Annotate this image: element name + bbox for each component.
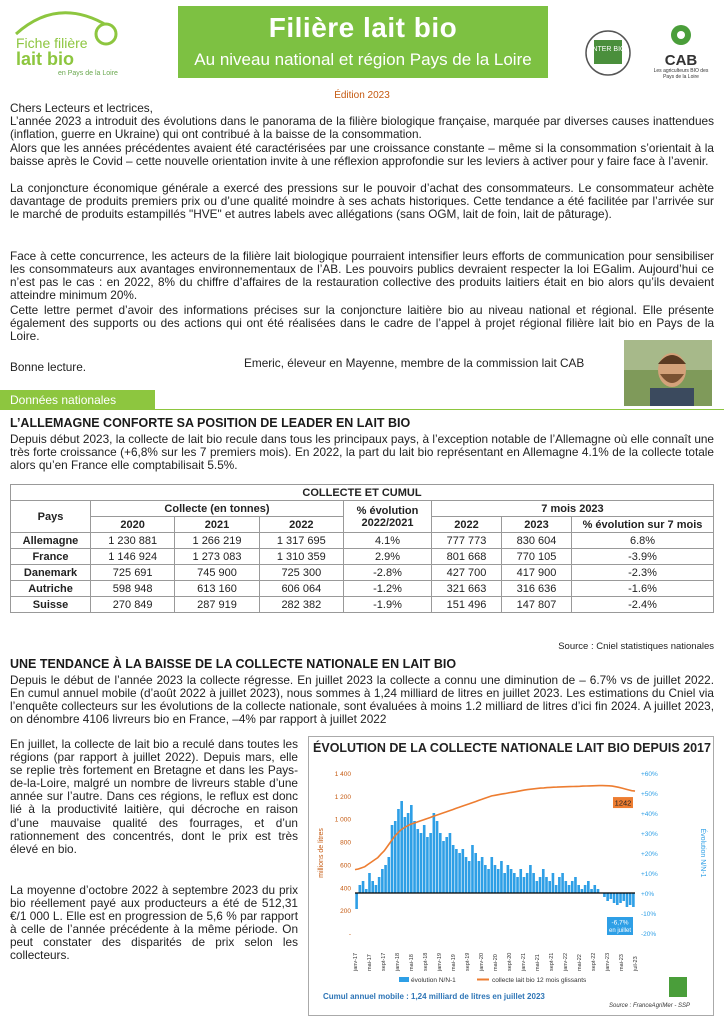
author-photo [624,340,712,406]
x-tick-label: janv-21 [521,952,527,971]
bar-evolution [416,829,419,893]
page-title: Filière lait bio [268,12,458,43]
table-header-m2023: 2023 [501,517,571,533]
collecte-chart [308,736,714,1016]
annotation-drop-label: en juillet [608,928,632,934]
table-cell-c2022: 725 300 [259,565,343,581]
table-header-pays: Pays [11,501,91,533]
table-header-evol-line2: 2022/2021 [361,516,414,529]
table-row [11,581,714,597]
bar-evolution [564,881,567,893]
bar-evolution [439,833,442,893]
bar-evolution [368,873,371,893]
bar-evolution [387,857,390,893]
table-cell-evol: 4.1% [343,533,431,549]
table-cell-pays: Allemagne [11,533,91,549]
table-header-2021: 2021 [175,517,259,533]
intro-paragraph-4: Face à cette concurrence, les acteurs de la filière lait biologique pourraient intensifier leurs efforts de communication pour sensibiliser les consommateurs aux avantages environnementaux de l’AB. Les pouvoirs publics devraient respecter la loi EGalim. Aujourd’hui ce n’est pas le cas : en 2022, 8% du chiffre d’affaires de la restauration collective des produits laitiers était en bio alors qu’ils devaient atteindre minimum 20%. [10,249,714,303]
table-title: COLLECTE ET CUMUL [11,485,714,501]
section-tab-donnees-nationales: Données nationales [0,390,155,410]
x-tick-label: janv-19 [437,952,443,971]
x-tick-label: janv-23 [605,952,611,971]
x-tick-label: janv-22 [563,952,569,971]
bar-evolution [410,805,413,893]
bar-evolution [462,849,465,893]
table-cell-evol7: -3.9% [572,549,714,565]
bar-evolution [359,885,362,893]
table-header-m2022: 2022 [431,517,501,533]
bar-evolution [394,821,397,893]
chart-source: Source : FranceAgriMer - SSP [609,1003,691,1009]
bar-evolution [526,873,529,893]
x-tick-label: mai-19 [451,954,457,971]
table-header-2022: 2022 [259,517,343,533]
bar-evolution [587,881,590,893]
x-tick-label: janv-20 [479,952,485,971]
bar-evolution [574,877,577,893]
cab-name: CAB [664,52,698,69]
table-header-evol7: % évolution sur 7 mois [572,517,714,533]
bar-evolution [507,865,510,893]
table-cell-pays: Suisse [11,597,91,613]
bar-evolution [449,833,452,893]
table-cell-m2022: 321 663 [431,581,501,597]
bar-evolution [381,869,384,893]
intro-paragraph-5: Cette lettre permet d’avoir des informations précises sur la conjoncture laitière bio au niveau national et régional. Elle présente également des supports ou des actions qui ont été réalisées dans le cadre de l’appel à projet régional filière lait bio en Pays de la Loire. [10,303,714,344]
bar-evolution [478,861,481,893]
bar-evolution [519,869,522,893]
bar-evolution [474,853,477,893]
left-tick-label: 600 [340,862,351,870]
intro-paragraph-3: La conjoncture économique générale a exercé des pressions sur le pouvoir d’achat des consommateurs. Le consommateur achète davantage de produits premiers prix ou d’une qualité moindre à ses achats historiques. Cette tendance a été facilitée par l’arrivée sur le marché de produits estampillés "HVE" et autres labels avec allégations (sans OGM, lait de foin, lait de pâturage). [10,181,714,222]
bar-evolution [568,885,571,893]
table-cell-c2020: 1 146 924 [91,549,175,565]
closing-text: Bonne lecture. [10,360,87,374]
bar-evolution [552,873,555,893]
bar-evolution [561,873,564,893]
bar-evolution [397,809,400,893]
x-tick-label: janv-17 [353,952,359,971]
table-cell-m2022: 151 496 [431,597,501,613]
table-cell-evol: -1.2% [343,581,431,597]
page-subtitle: Au niveau national et région Pays de la Loire [194,50,532,69]
x-tick-label: sept-18 [423,952,429,971]
bar-evolution [613,893,616,903]
tendance-heading: UNE TENDANCE À LA BAISSE DE LA COLLECTE NATIONALE EN LAIT BIO [10,657,457,671]
bar-evolution [436,821,439,893]
table-row [11,533,714,549]
bar-evolution [606,893,609,901]
intro-greeting: Chers Lecteurs et lectrices, [10,101,153,115]
table-cell-c2020: 270 849 [91,597,175,613]
bar-evolution [610,893,613,899]
table-cell-c2022: 606 064 [259,581,343,597]
line-collecte [355,786,635,870]
interbio-logo-text: INTER BIO [590,46,626,53]
table-header-evol [343,501,431,533]
table-cell-m2023: 770 105 [501,549,571,565]
x-tick-label: sept-22 [591,952,597,971]
bar-evolution [355,893,358,909]
bar-evolution [545,877,548,893]
bar-evolution [510,869,513,893]
x-tick-label: mai-23 [619,954,625,971]
cab-logo [650,24,712,80]
table-cell-pays: France [11,549,91,565]
bar-evolution [455,849,458,893]
bar-evolution [375,885,378,893]
bar-evolution [452,845,455,893]
bar-evolution [371,881,374,893]
right-tick-label: +50% [641,791,658,798]
bar-evolution [471,845,474,893]
logo-line1: Fiche filière [16,35,88,51]
logo-line3: en Pays de la Loire [58,70,118,77]
table-row [11,549,714,565]
edition-label: Édition 2023 [334,90,390,101]
x-tick-label: mai-22 [577,954,583,971]
x-tick-label: sept-19 [465,952,471,971]
bar-evolution [426,837,429,893]
table-source: Source : Cniel statistiques nationales [558,641,714,652]
bar-evolution [593,885,596,893]
header [0,0,724,110]
ab-logo-icon [669,977,687,997]
table-cell-evol7: -1.6% [572,581,714,597]
x-tick-label: mai-20 [493,954,499,971]
table-cell-evol7: 6.8% [572,533,714,549]
bar-evolution [503,873,506,893]
y-axis-right-label: Évolution N/N-1 [699,828,706,878]
bar-evolution [539,877,542,893]
bar-evolution [584,885,587,893]
table-cell-c2022: 1 317 695 [259,533,343,549]
bar-evolution [445,837,448,893]
regional-paragraph: En juillet, la collecte de lait bio a reculé dans toutes les régions (par rapport à juillet 2022). Depuis mars, elle se replie très fortement en Bretagne et dans les Pays-de-la-Loire, malgré un nombre de livreurs stable d’une année sur l’autre. Dans ces régions, le reflux est donc lié à la productivité laitière, qui décroche en raison d’une mauvaise qualité des fourrages, et d’un rationnement des concentrés, dont le prix est très élevé en bio. [10,737,298,856]
bar-evolution [516,877,519,893]
bar-evolution [523,877,526,893]
table-cell-m2022: 777 773 [431,533,501,549]
left-tick-label: - [348,931,351,938]
table-cell-c2020: 1 230 881 [91,533,175,549]
bar-evolution [555,885,558,893]
bar-evolution [391,825,394,893]
left-tick-label: 800 [340,839,351,847]
table-cell-m2022: 801 668 [431,549,501,565]
author-signature: Emeric, éleveur en Mayenne, membre de la commission lait CAB [244,356,585,370]
bar-evolution [468,861,471,893]
x-tick-label: sept-17 [381,952,387,971]
right-tick-label: +40% [641,811,658,818]
bar-evolution [500,861,503,893]
bar-evolution [458,853,461,893]
bar-evolution [558,877,561,893]
legend-bar-label: évolution N/N-1 [411,977,456,984]
intro-paragraph-1: L’année 2023 a introduit des évolutions dans le panorama de la filière biologique française, marquée par diverses causes inattendues (inflation, guerre en Ukraine) qui ont contribué à la baisse de la consommation. [10,114,714,142]
x-tick-label: mai-21 [535,954,541,971]
tendance-text: Depuis le début de l’année 2023 la collecte régresse. En juillet 2023 la collecte a connu une diminution de – 6.7% vs de juillet 2022. En cumul annuel mobile (d’août 2022 à juillet 2023), nous sommes à 1,24 milliard de litres en juillet 2023. Les estimations du Cniel via l’enquête collecteurs sur les évolutions de la collecte nationale, sont évaluées à moins 1.2 milliard de litres d’ici fin 2024. A juillet 2023, on dénombre 4106 livreurs bio en France, –4% par rapport à juillet 2022 [10,673,714,727]
bar-evolution [513,873,516,893]
bar-evolution [423,825,426,893]
table-cell-c2021: 1 273 083 [175,549,259,565]
left-tick-label: 1 400 [334,771,351,778]
table-cell-m2023: 830 604 [501,533,571,549]
table-cell-evol: 2.9% [343,549,431,565]
x-tick-label: janv-18 [395,952,401,971]
left-tick-label: 200 [340,908,351,916]
title-banner [178,6,548,78]
table-row [11,597,714,613]
x-tick-label: sept-21 [549,952,555,971]
right-tick-label: +60% [641,771,658,778]
table-cell-m2022: 427 700 [431,565,501,581]
bar-evolution [465,857,468,893]
bar-evolution [378,877,381,893]
bar-evolution [490,857,493,893]
bar-evolution [619,893,622,903]
table-cell-c2021: 745 900 [175,565,259,581]
table-cell-evol: -1.9% [343,597,431,613]
table-cell-evol: -2.8% [343,565,431,581]
table-cell-evol7: -2.4% [572,597,714,613]
logo-line2: lait bio [16,49,74,69]
table-cell-c2021: 287 919 [175,597,259,613]
table-cell-m2023: 417 900 [501,565,571,581]
right-tick-label: -20% [641,931,657,938]
table-header-7mois: 7 mois 2023 [431,501,713,517]
bar-evolution [384,865,387,893]
bar-evolution [429,833,432,893]
bar-evolution [571,881,574,893]
annotation-drop: -6,7% [611,919,629,927]
x-tick-label: mai-18 [409,954,415,971]
clover-icon [666,24,696,46]
right-tick-label: +0% [641,891,655,898]
bar-evolution [484,865,487,893]
bar-evolution [629,893,632,905]
price-paragraph: La moyenne d’octobre 2022 à septembre 2023 du prix bio réellement payé aux producteurs a été de 512,31 €/1 000 L. Elle est en progression de 5,6 % par rapport à celle de l’année précédente à la même période. On peut constater des disparités de prix selon les collecteurs. [10,883,298,963]
annotation-value: 1242 [614,798,632,808]
table-cell-c2021: 1 266 219 [175,533,259,549]
table-cell-pays: Autriche [11,581,91,597]
bar-evolution [626,893,629,907]
bar-evolution [481,857,484,893]
interbio-logo [585,28,631,78]
intro-paragraph-2: Alors que les années précédentes avaient été caractérisées par une croissance constante – même si la consommation s’orientait à la baisse après le Covid – cette nouvelle orientation invite à une réflexion approfondie sur les leviers à activer pour y faire face à l’avenir. [10,141,714,169]
table-cell-c2021: 613 160 [175,581,259,597]
section-divider [0,409,724,410]
right-tick-label: +20% [641,851,658,858]
chart-title: ÉVOLUTION DE LA COLLECTE NATIONALE LAIT BIO DEPUIS 2017 [313,741,711,755]
table-row [11,565,714,581]
bar-evolution [497,869,500,893]
right-tick-label: +10% [641,871,658,878]
x-tick-label: sept-20 [507,952,513,971]
bar-evolution [362,881,365,893]
chart-cumul: Cumul annuel mobile : 1,24 milliard de litres en juillet 2023 [323,992,545,1001]
bar-evolution [442,841,445,893]
bar-evolution [548,881,551,893]
bar-evolution [622,893,625,901]
bar-evolution [632,893,635,907]
x-tick-label: juil-23 [633,956,639,971]
left-tick-label: 1 000 [334,816,351,824]
bar-evolution [400,801,403,893]
legend-line-label: collecte lait bio 12 mois glissants [492,977,587,984]
table-cell-c2020: 598 948 [91,581,175,597]
cab-subtitle: Les agriculteurs BIO des Pays de la Loire [653,68,709,80]
bar-evolution [413,821,416,893]
table-cell-evol7: -2.3% [572,565,714,581]
table-cell-c2022: 282 382 [259,597,343,613]
collecte-table [10,484,714,613]
right-tick-label: +30% [641,831,658,838]
right-tick-label: -10% [641,911,657,918]
table-cell-m2023: 147 807 [501,597,571,613]
bar-evolution [420,833,423,893]
bar-evolution [542,869,545,893]
bar-evolution [616,893,619,905]
germany-text: Depuis début 2023, la collecte de lait bio recule dans tous les principaux pays, à l’exception notable de l’Allemagne où elle connaît une très forte croissance (+6,8% sur les 7 premiers mois). En 2022, la part du lait bio représentant en Allemagne 4.1% de la collecte totale alors qu’en France elle comptabilisait 5.5%. [10,432,714,473]
bar-evolution [433,813,436,893]
table-cell-c2020: 725 691 [91,565,175,581]
x-tick-label: mai-17 [367,954,373,971]
table-cell-pays: Danemark [11,565,91,581]
bar-evolution [529,865,532,893]
fiche-filiere-logo [8,6,118,78]
table-cell-c2022: 1 310 359 [259,549,343,565]
y-axis-left-label: millions de litres [318,828,325,878]
table-cell-m2023: 316 636 [501,581,571,597]
left-tick-label: 1 200 [334,793,351,801]
table-header-2020: 2020 [91,517,175,533]
germany-heading: L’ALLEMAGNE CONFORTE SA POSITION DE LEADER EN LAIT BIO [10,416,411,430]
table-header-collecte: Collecte (en tonnes) [91,501,344,517]
bar-evolution [536,881,539,893]
bar-evolution [532,873,535,893]
table-header-evol-line1: % évolution [356,504,419,517]
bar-evolution [577,885,580,893]
legend-bar-swatch [399,977,409,982]
left-tick-label: 400 [340,885,351,893]
bar-evolution [487,869,490,893]
bar-evolution [494,865,497,893]
chart-svg [309,737,715,1017]
